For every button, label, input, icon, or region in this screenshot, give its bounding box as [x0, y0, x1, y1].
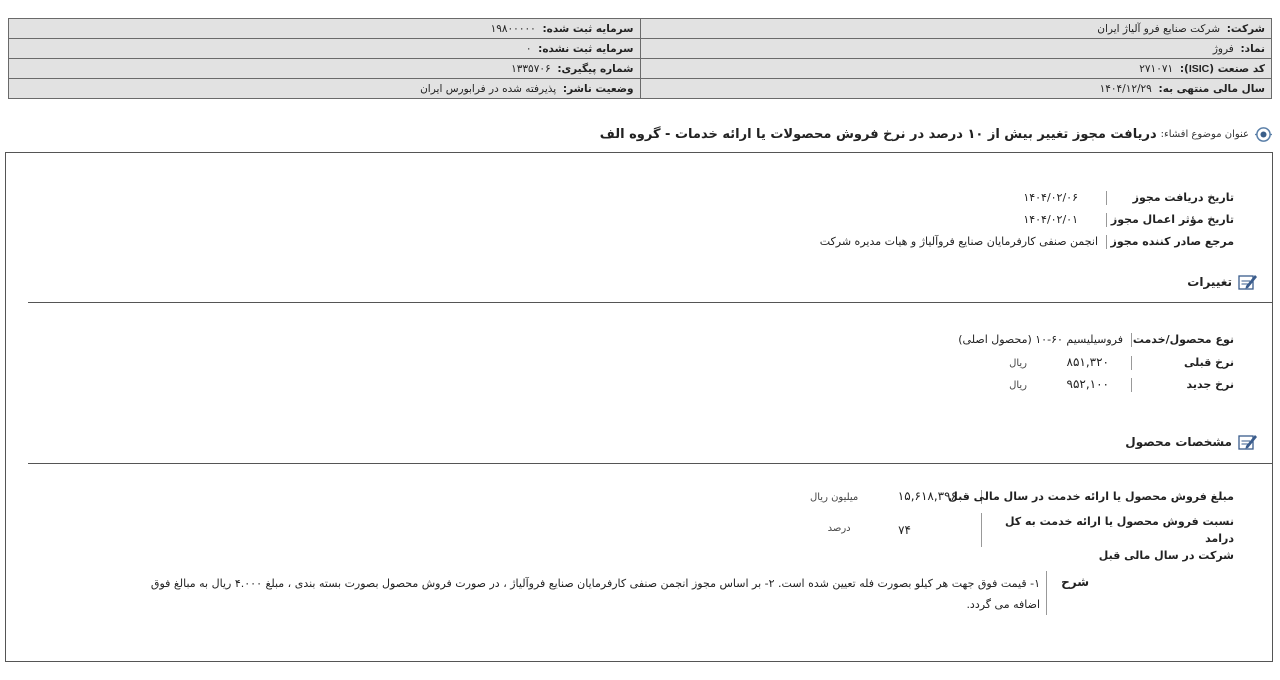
capital-registered-value: ۱۹۸۰۰۰۰۰: [490, 22, 536, 35]
description-line1: ۱- قیمت فوق جهت هر کیلو بصورت فله تعیین شده است. ۲- بر اساس مجوز انجمن صنفی کارفرمایان صنایع فروآلیاژ ، در صورت فروش محصول بصورت بسته بندی ، مبلغ ۴.۰۰۰ ریال به مبالغ فوق: [150, 577, 1040, 590]
fiscal-year-value: ۱۴۰۴/۱۲/۲۹: [1099, 82, 1152, 95]
fiscal-year-cell: [640, 79, 1272, 99]
publisher-status-value: پذیرفته شده در فرابورس ایران: [420, 82, 557, 95]
company-value: شرکت صنایع فرو آلیاژ ایران: [1097, 22, 1221, 35]
product-specs-title-text: مشخصات محصول: [1125, 435, 1232, 449]
prev-rate-label: نرخ قبلی: [1183, 356, 1234, 369]
changes-section-title: [1187, 273, 1258, 291]
company-info-table: [8, 18, 1272, 99]
issuer-label: مرجع صادر کننده مجوز: [1110, 235, 1234, 248]
ratio-label-line2: شرکت در سال مالی قبل: [1098, 549, 1234, 562]
product-type-value: فروسیلیسیم ۶۰-۱۰ (محصول اصلی): [958, 333, 1123, 346]
company-cell: [640, 19, 1272, 39]
prev-rate-value: ۸۵۱,۳۲۰: [1066, 355, 1109, 369]
product-type-row: [958, 333, 1234, 347]
sales-row: [810, 489, 1234, 504]
divider: [1106, 235, 1107, 249]
effective-date-label: تاریخ مؤثر اعمال مجوز: [1110, 213, 1234, 226]
divider: [1131, 378, 1132, 392]
subject-label: عنوان موضوع افشاء:: [1160, 129, 1249, 140]
symbol-cell: [640, 39, 1272, 59]
disclosure-body: [5, 152, 1273, 662]
ratio-unit: درصد: [827, 523, 851, 534]
new-rate-label: نرخ جدید: [1186, 378, 1234, 391]
product-specs-section-title: [1125, 433, 1258, 451]
receive-date-row: [1023, 191, 1234, 205]
receive-date-value: ۱۴۰۴/۰۲/۰۶: [1023, 191, 1078, 204]
symbol-value: فروژ: [1212, 42, 1234, 55]
divider: [1106, 191, 1107, 205]
capital-unregistered-value: ۰: [525, 42, 532, 55]
ratio-label-line1: نسبت فروش محصول یا ارائه خدمت به کل درامد: [1004, 515, 1234, 545]
prev-rate-row: [1009, 355, 1234, 370]
isic-label-post: ):: [1179, 62, 1189, 75]
publisher-status-label: وضعیت ناشر:: [562, 82, 634, 95]
prev-rate-unit: ریال: [1009, 358, 1027, 369]
fiscal-year-label: سال مالی منتهی به:: [1158, 82, 1265, 95]
description-text: [151, 573, 1040, 615]
divider: [1106, 213, 1107, 227]
sales-label: مبلغ فروش محصول یا ارائه خدمت در سال مالی قبل: [948, 490, 1234, 503]
isic-cell: [640, 59, 1272, 79]
description-label: شرح: [1061, 575, 1089, 589]
tracking-cell: [9, 59, 641, 79]
divider: [1046, 571, 1047, 615]
isic-label-pre: کد صنعت (: [1209, 62, 1265, 75]
new-rate-unit: ریال: [1009, 380, 1027, 391]
ratio-label: [989, 513, 1234, 564]
symbol-label: نماد:: [1240, 42, 1265, 55]
issuer-row: [820, 235, 1234, 249]
tracking-value: ۱۳۳۵۷۰۶: [511, 62, 551, 75]
description-line2: اضافه می گردد.: [966, 598, 1040, 611]
section-divider: [28, 463, 1272, 464]
isic-label: [1180, 63, 1265, 75]
effective-date-value: ۱۴۰۴/۰۲/۰۱: [1023, 213, 1078, 226]
issuer-value: انجمن صنفی کارفرمایان صنایع فروآلیاژ و هیات مدیره شرکت: [819, 235, 1098, 248]
effective-date-row: [1023, 213, 1234, 227]
new-rate-value: ۹۵۲,۱۰۰: [1066, 377, 1109, 391]
edit-note-icon: [1238, 433, 1258, 451]
capital-unregistered-label: سرمایه ثبت نشده:: [538, 42, 634, 55]
publisher-status-cell: [9, 79, 641, 99]
divider: [1131, 333, 1132, 347]
ratio-row: [828, 513, 1234, 564]
product-type-label: نوع محصول/خدمت: [1132, 333, 1234, 346]
sales-value: ۱۵,۶۱۸,۳۹۶: [897, 489, 957, 503]
new-rate-row: [1009, 377, 1234, 392]
target-circle-icon: [1255, 126, 1272, 143]
subject-title: دریافت مجوز تغییر بیش از ۱۰ درصد در نرخ فروش محصولات یا ارائه خدمات - گروه الف: [599, 127, 1157, 142]
ratio-value: ۷۴: [898, 523, 911, 537]
capital-registered-label: سرمایه ثبت شده:: [542, 22, 634, 35]
divider: [1131, 356, 1132, 370]
isic-value: ۲۷۱۰۷۱: [1139, 62, 1174, 75]
sales-unit: میلیون ریال: [809, 492, 859, 503]
receive-date-label: تاریخ دریافت مجوز: [1132, 191, 1234, 204]
isic-label-code: ISIC: [1188, 62, 1210, 75]
company-label: شرکت:: [1226, 22, 1265, 35]
section-divider: [28, 302, 1272, 303]
disclosure-subject: [600, 126, 1272, 143]
tracking-label: شماره پیگیری:: [557, 62, 634, 75]
edit-note-icon: [1238, 273, 1258, 291]
capital-registered-cell: [9, 19, 641, 39]
capital-unregistered-cell: [9, 39, 641, 59]
divider: [981, 513, 982, 547]
changes-title-text: تغییرات: [1187, 275, 1232, 289]
